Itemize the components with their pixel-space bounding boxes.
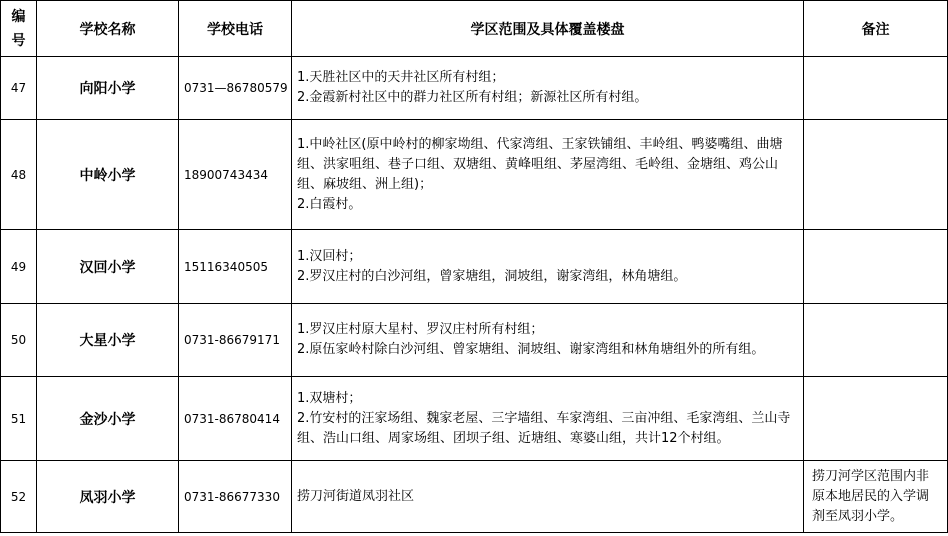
row-phone: 15116340505 xyxy=(179,230,292,304)
row-no: 50 xyxy=(1,304,37,377)
range-line: 2.原伍家岭村除白沙河组、曾家塘组、洞坡组、谢家湾组和林角塘组外的所有组。 xyxy=(297,342,765,357)
row-range xyxy=(292,230,804,304)
range-line: 1.汉回村； xyxy=(297,248,362,264)
header-name: 学校名称 xyxy=(37,1,179,57)
table-row xyxy=(1,304,948,377)
table-row xyxy=(1,461,948,533)
row-range xyxy=(292,377,804,461)
row-no: 52 xyxy=(1,461,37,533)
row-phone: 18900743434 xyxy=(179,120,292,230)
range-line: 2.金霞新村社区中的群力社区所有村组；新源社区所有村组。 xyxy=(297,90,648,105)
row-phone: 0731—86780579 xyxy=(179,57,292,120)
table-row xyxy=(1,57,948,120)
table-row xyxy=(1,230,948,304)
row-note xyxy=(804,57,948,120)
row-range xyxy=(292,57,804,120)
range-line: 2.竹安村的汪家场组、魏家老屋、三字墙组、车家湾组、三亩冲组、毛家湾组、兰山寺组、浩山口组、周家场组、团坝子组、近塘组、寒婆山组，共计12个村组。 xyxy=(297,410,791,446)
table-row xyxy=(1,377,948,461)
row-note: 捞刀河学区范围内非原本地居民的入学调剂至凤羽小学。 xyxy=(804,461,948,533)
range-line: 1.天胜社区中的天井社区所有村组； xyxy=(297,70,505,85)
row-school-name: 中岭小学 xyxy=(37,120,179,230)
row-no: 49 xyxy=(1,230,37,304)
header-note: 备注 xyxy=(804,1,948,57)
row-no: 48 xyxy=(1,120,37,230)
header-phone: 学校电话 xyxy=(179,1,292,57)
range-line: 1.罗汉庄村原大星村、罗汉庄村所有村组； xyxy=(297,322,544,337)
row-phone: 0731-86677330 xyxy=(179,461,292,533)
header-row xyxy=(1,1,948,57)
row-range xyxy=(292,461,804,533)
row-phone: 0731-86679171 xyxy=(179,304,292,377)
row-note xyxy=(804,377,948,461)
row-school-name: 向阳小学 xyxy=(37,57,179,120)
row-no: 51 xyxy=(1,377,37,461)
row-note xyxy=(804,120,948,230)
range-line: 捞刀河街道凤羽社区 xyxy=(297,488,415,504)
row-school-name: 大星小学 xyxy=(37,304,179,377)
header-range: 学区范围及具体覆盖楼盘 xyxy=(292,1,804,57)
header-no: 编号 xyxy=(1,1,37,57)
row-school-name: 汉回小学 xyxy=(37,230,179,304)
table-row xyxy=(1,120,948,230)
row-note xyxy=(804,304,948,377)
row-note xyxy=(804,230,948,304)
row-no: 47 xyxy=(1,57,37,120)
range-line: 2.白霞村。 xyxy=(297,196,362,212)
row-school-name: 凤羽小学 xyxy=(37,461,179,533)
range-line: 1.中岭社区(原中岭村的柳家坳组、代家湾组、王家铁铺组、丰岭组、鸭婆嘴组、曲塘组、洪家咀组、巷子口组、双塘组、黄峰咀组、茅屋湾组、毛岭组、金塘组、鸡公山组、麻坡组、洲上组)； xyxy=(297,136,783,192)
range-line: 1.双塘村； xyxy=(297,390,362,406)
row-school-name: 金沙小学 xyxy=(37,377,179,461)
range-line: 2.罗汉庄村的白沙河组，曾家塘组，洞坡组，谢家湾组，林角塘组。 xyxy=(297,268,687,284)
row-range xyxy=(292,120,804,230)
row-range xyxy=(292,304,804,377)
row-phone: 0731-86780414 xyxy=(179,377,292,461)
